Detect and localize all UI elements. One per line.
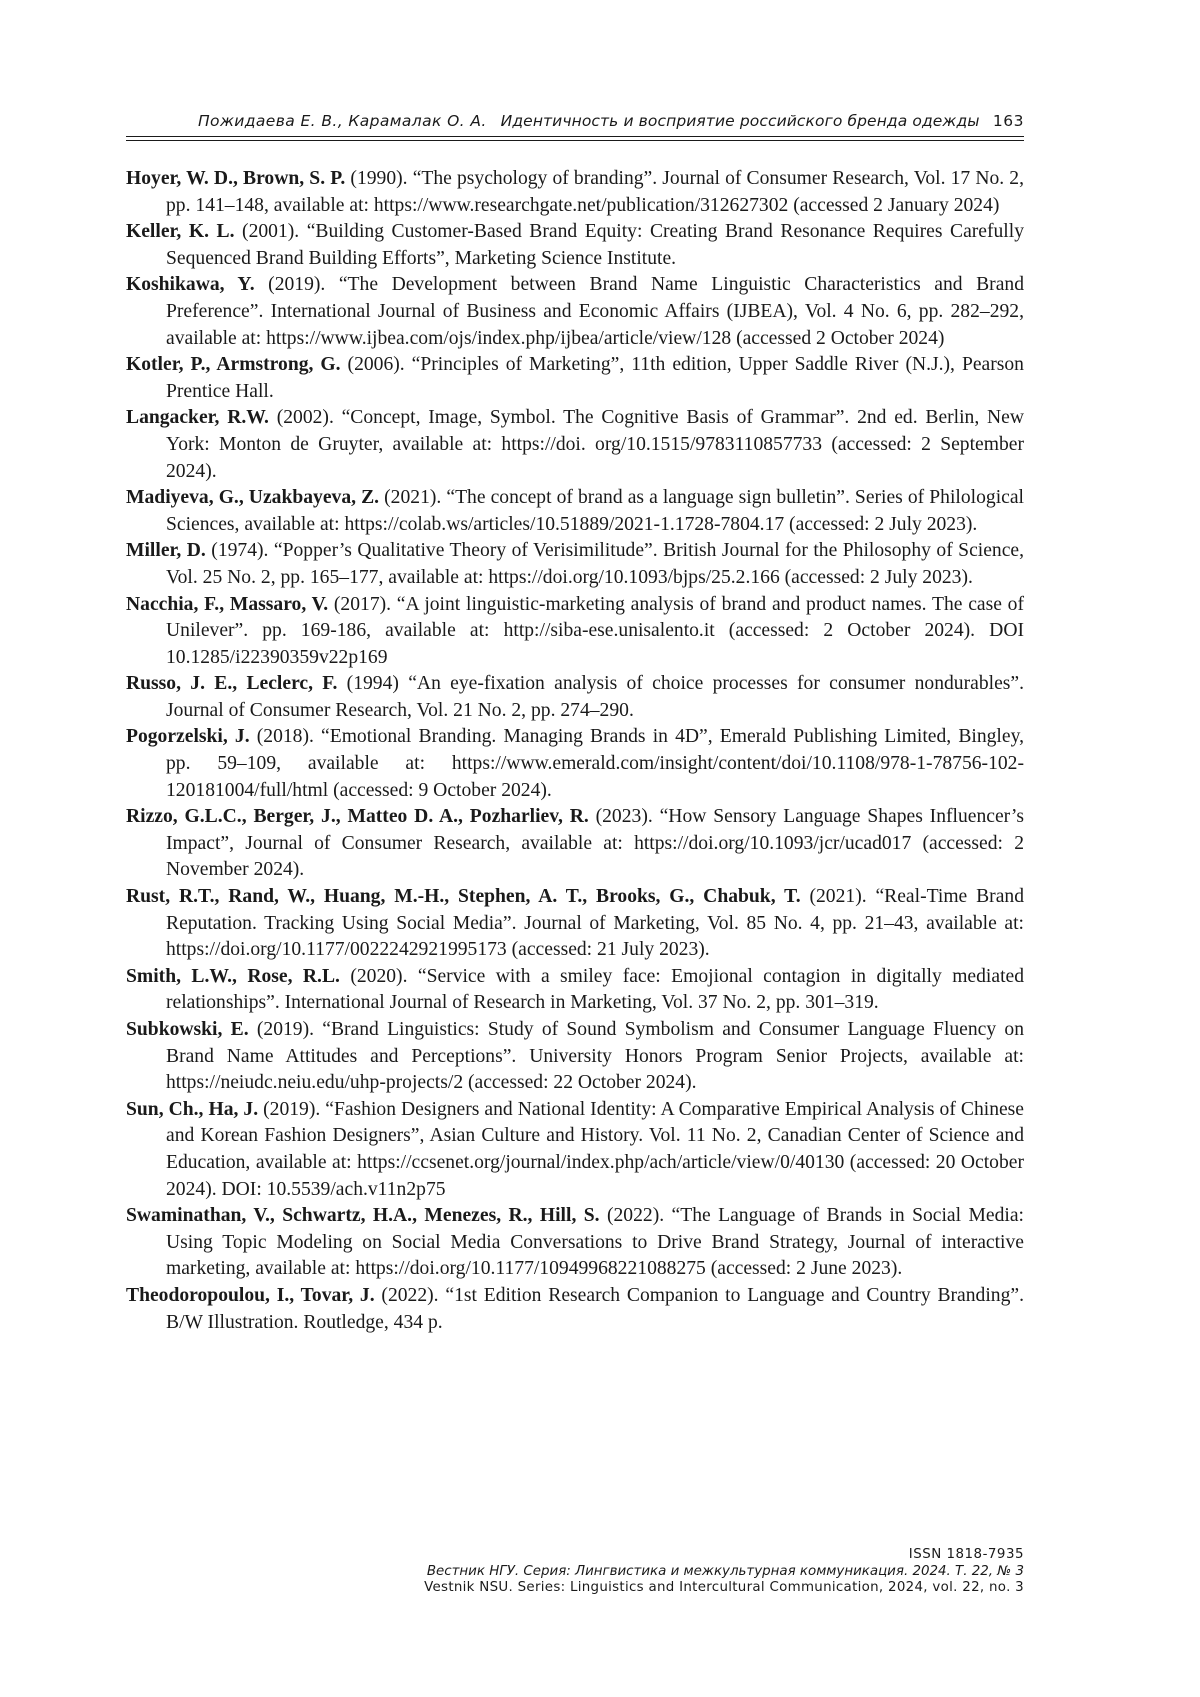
reference-authors: Madiyeva, G., Uzakbayeva, Z. xyxy=(126,487,379,508)
reference-entry xyxy=(126,964,1024,1017)
reference-entry xyxy=(126,804,1024,884)
reference-details: (2006). “Principles of Marketing”, 11th edition, Upper Saddle River (N.J.), Pearson Prentice Hall. xyxy=(166,354,1024,402)
reference-details: (2019). “The Development between Brand Name Linguistic Characteristics and Brand Preference”. International Journal of Business and Economic Affairs (IJBEA), Vol. 4 No. 6, pp. 282–292, available at: https://www.ijbea.com/ojs/index.php/ijbea/article/view/128 (accessed 2 October 2024) xyxy=(166,274,1024,348)
reference-details: (2019). “Fashion Designers and National Identity: A Comparative Empirical Analysis of Chinese and Korean Fashion Designers”, Asian Culture and History. Vol. 11 No. 2, Canadian Center of Science and Education, available at: https://ccsenet.org/journal/index.php/ach/article/view/0/40130 (accessed: 20 October 2024). DOI: 10.5539/ach.v11n2p75 xyxy=(166,1099,1024,1200)
page-number: 163 xyxy=(993,112,1024,130)
reference-authors: Subkowski, E. xyxy=(126,1019,249,1040)
reference-details: (2022). “The Language of Brands in Social Media: Using Topic Modeling on Social Media Conversations to Drive Brand Strategy, Journal of interactive marketing, available at: https://doi.org/10.1177/10949968221088275 (accessed: 2 June 2023). xyxy=(166,1205,1024,1279)
reference-entry xyxy=(126,1097,1024,1203)
reference-authors: Russo, J. E., Leclerc, F. xyxy=(126,673,337,694)
reference-authors: Miller, D. xyxy=(126,540,206,561)
reference-entry xyxy=(126,219,1024,272)
reference-details: (1990). “The psychology of branding”. Journal of Consumer Research, Vol. 17 No. 2, pp. 141–148, available at: https://www.researchgate.net/publication/312627302 (accessed 2 January 2024) xyxy=(166,168,1024,216)
reference-entry xyxy=(126,724,1024,804)
header-article-title: Идентичность и восприятие российского бренда одежды xyxy=(501,112,980,130)
reference-entry xyxy=(126,884,1024,964)
footer-issn: ISSN 1818-7935 xyxy=(424,1547,1024,1564)
reference-details: (2023). “How Sensory Language Shapes Influencer’s Impact”, Journal of Consumer Research, available at: https://doi.org/10.1093/jcr/ucad017 (accessed: 2 November 2024). xyxy=(166,806,1024,880)
reference-authors: Rizzo, G.L.C., Berger, J., Matteo D. A., Pozharliev, R. xyxy=(126,806,589,827)
reference-details: (2017). “A joint linguistic-marketing analysis of brand and product names. The case of Unilever”. pp. 169-186, available at: http://siba-ese.unisalento.it (accessed: 2 October 2024). DOI 10.1285/i22390359v22p169 xyxy=(166,594,1024,668)
reference-entry xyxy=(126,538,1024,591)
reference-entry xyxy=(126,405,1024,485)
reference-entry xyxy=(126,671,1024,724)
reference-authors: Koshikawa, Y. xyxy=(126,274,255,295)
reference-entry xyxy=(126,352,1024,405)
reference-authors: Kotler, P., Armstrong, G. xyxy=(126,354,341,375)
reference-list xyxy=(126,166,1024,1336)
reference-authors: Sun, Ch., Ha, J. xyxy=(126,1099,258,1120)
journal-page xyxy=(0,0,1200,1697)
reference-details: (2019). “Brand Linguistics: Study of Sound Symbolism and Consumer Language Fluency on Brand Name Attitudes and Perceptions”. University Honors Program Senior Projects, available at: https://neiudc.neiu.edu/uhp-projects/2 (accessed: 22 October 2024). xyxy=(166,1019,1024,1093)
journal-footer xyxy=(424,1547,1024,1597)
reference-authors: Theodoropoulou, I., Tovar, J. xyxy=(126,1285,375,1306)
footer-journal-english: Vestnik NSU. Series: Linguistics and Intercultural Communication, 2024, vol. 22, no. 3 xyxy=(424,1580,1024,1597)
reference-entry xyxy=(126,272,1024,352)
reference-details: (2021). “Real-Time Brand Reputation. Tracking Using Social Media”. Journal of Marketing, Vol. 85 No. 4, pp. 21–43, available at: https://doi.org/10.1177/0022242921995173 (accessed: 21 July 2023). xyxy=(166,886,1024,960)
reference-authors: Keller, K. L. xyxy=(126,221,235,242)
reference-details: (2002). “Concept, Image, Symbol. The Cognitive Basis of Grammar”. 2nd ed. Berlin, New York: Monton de Gruyter, available at: https://doi. org/10.1515/9783110857733 (accessed: 2 September 2024). xyxy=(166,407,1024,481)
running-header xyxy=(126,112,1024,130)
reference-details: (2021). “The concept of brand as a language sign bulletin”. Series of Philological Sciences, available at: https://colab.ws/articles/10.51889/2021-1.1728-7804.17 (accessed: 2 July 2023). xyxy=(166,487,1024,535)
reference-details: (1974). “Popper’s Qualitative Theory of Verisimilitude”. British Journal for the Philosophy of Science, Vol. 25 No. 2, pp. 165–177, available at: https://doi.org/10.1093/bjps/25.2.166 (accessed: 2 July 2023). xyxy=(166,540,1024,588)
header-rule xyxy=(126,136,1024,137)
header-authors: Пожидаева Е. В., Карамалак О. А. xyxy=(198,112,487,130)
reference-details: (2001). “Building Customer-Based Brand Equity: Creating Brand Resonance Requires Carefully Sequenced Brand Building Efforts”, Marketing Science Institute. xyxy=(166,221,1024,269)
reference-authors: Smith, L.W., Rose, R.L. xyxy=(126,966,340,987)
header-rule-thin xyxy=(126,140,1024,141)
reference-entry xyxy=(126,1017,1024,1097)
reference-entry xyxy=(126,485,1024,538)
reference-details: (2018). “Emotional Branding. Managing Brands in 4D”, Emerald Publishing Limited, Bingley, pp. 59–109, available at: https://www.emerald.com/insight/content/doi/10.1108/978-1-78756-102-120181004/full/html (accessed: 9 October 2024). xyxy=(166,726,1024,800)
reference-authors: Rust, R.T., Rand, W., Huang, M.-H., Stephen, A. T., Brooks, G., Chabuk, T. xyxy=(126,886,801,907)
reference-authors: Hoyer, W. D., Brown, S. P. xyxy=(126,168,345,189)
reference-details: (2020). “Service with a smiley face: Emojional contagion in digitally mediated relationships”. International Journal of Research in Marketing, Vol. 37 No. 2, pp. 301–319. xyxy=(166,966,1024,1014)
reference-entry xyxy=(126,1283,1024,1336)
reference-authors: Langacker, R.W. xyxy=(126,407,269,428)
reference-authors: Swaminathan, V., Schwartz, H.A., Menezes, R., Hill, S. xyxy=(126,1205,600,1226)
reference-authors: Pogorzelski, J. xyxy=(126,726,250,747)
reference-details: (1994) “An eye-fixation analysis of choice processes for consumer nondurables”. Journal of Consumer Research, Vol. 21 No. 2, pp. 274–290. xyxy=(166,673,1024,721)
footer-journal-russian: Вестник НГУ. Серия: Лингвистика и межкультурная коммуникация. 2024. Т. 22, № 3 xyxy=(424,1564,1024,1581)
reference-entry xyxy=(126,592,1024,672)
reference-authors: Nacchia, F., Massaro, V. xyxy=(126,594,328,615)
reference-details: (2022). “1st Edition Research Companion to Language and Country Branding”. B/W Illustration. Routledge, 434 p. xyxy=(166,1285,1024,1333)
reference-entry xyxy=(126,166,1024,219)
reference-entry xyxy=(126,1203,1024,1283)
